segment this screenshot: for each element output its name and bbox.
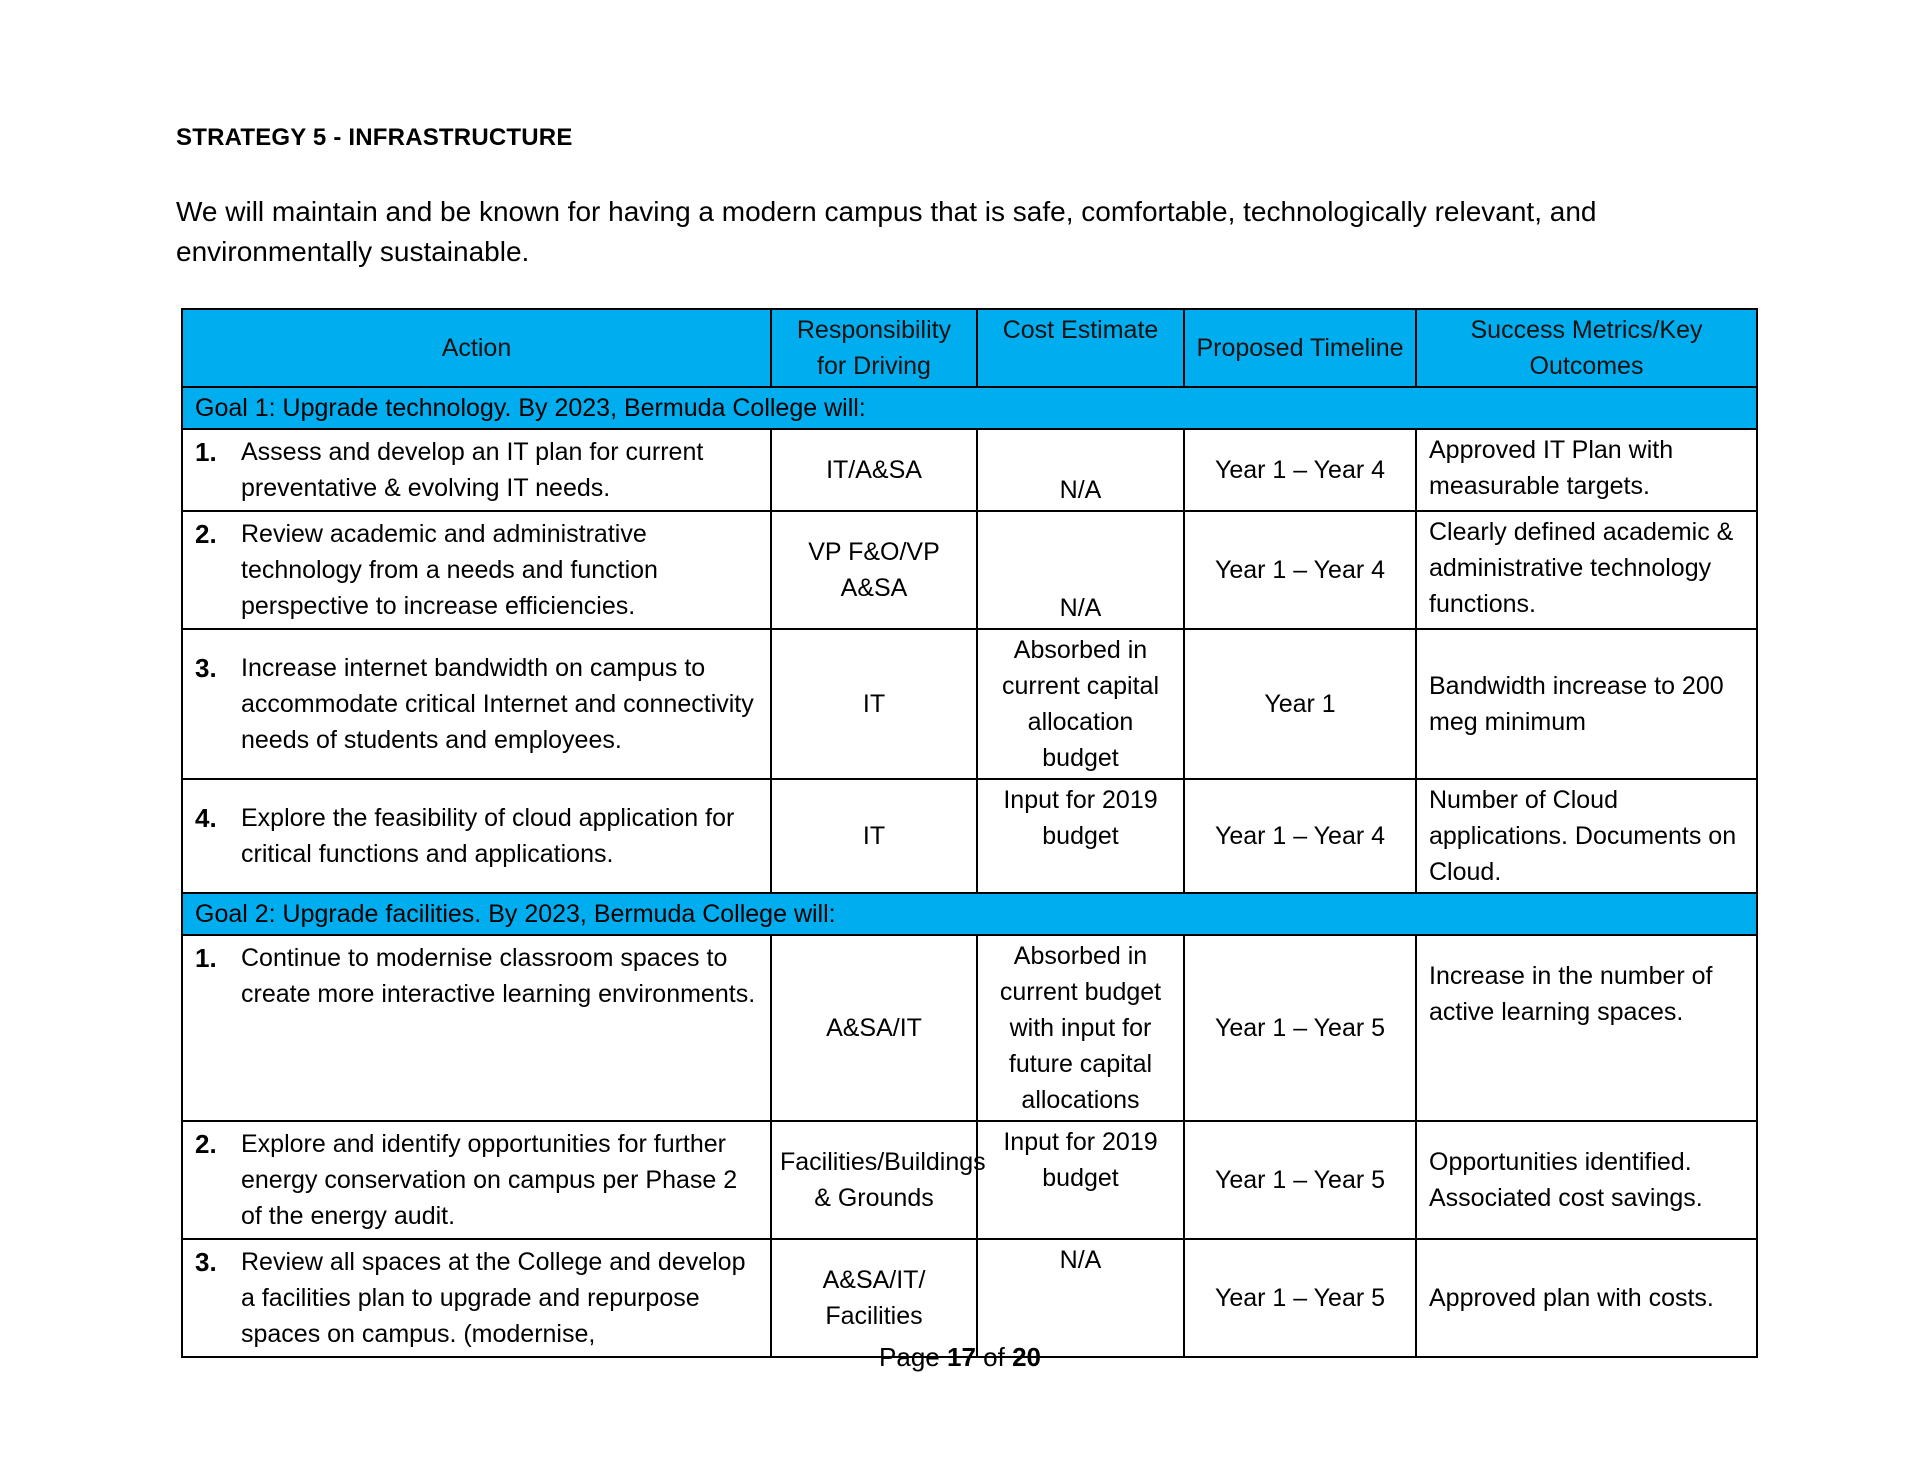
action-cell bbox=[182, 935, 771, 1121]
timeline-cell: Year 1 – Year 4 bbox=[1184, 779, 1416, 893]
timeline-cell: Year 1 – Year 5 bbox=[1184, 935, 1416, 1121]
action-text: Review academic and administrative technology from a needs and function perspective to increase efficiencies. bbox=[241, 520, 658, 620]
action-text: Increase internet bandwidth on campus to accommodate critical Internet and connectivity needs of students and employees. bbox=[241, 654, 754, 754]
goal-row bbox=[182, 893, 1757, 935]
item-number: 4. bbox=[195, 803, 217, 833]
action-cell bbox=[182, 429, 771, 511]
timeline-cell: Year 1 – Year 5 bbox=[1184, 1121, 1416, 1239]
item-number: 1. bbox=[195, 437, 217, 467]
responsibility-cell: IT bbox=[771, 629, 977, 779]
action-cell bbox=[182, 629, 771, 779]
timeline-cell: Year 1 bbox=[1184, 629, 1416, 779]
cost-cell: Absorbed in current capital allocation budget bbox=[977, 629, 1184, 779]
item-number: 1. bbox=[195, 943, 217, 973]
metrics-cell: Bandwidth increase to 200 meg minimum bbox=[1416, 629, 1757, 779]
header-timeline: Proposed Timeline bbox=[1184, 309, 1416, 387]
metrics-cell: Opportunities identified. Associated cost savings. bbox=[1416, 1121, 1757, 1239]
metrics-cell: Clearly defined academic & administrative technology functions. bbox=[1416, 511, 1757, 629]
goal-row bbox=[182, 387, 1757, 429]
metrics-cell: Increase in the number of active learning spaces. bbox=[1416, 935, 1757, 1121]
item-number: 3. bbox=[195, 653, 217, 683]
cost-cell: Absorbed in current budget with input for future capital allocations bbox=[977, 935, 1184, 1121]
item-number: 3. bbox=[195, 1247, 217, 1277]
responsibility-cell: A&SA/IT/ Facilities bbox=[771, 1239, 977, 1357]
strategy-table bbox=[181, 308, 1758, 1358]
header-action: Action bbox=[182, 309, 771, 387]
action-text: Review all spaces at the College and develop a facilities plan to upgrade and repurpose spaces on campus. (modernise, bbox=[241, 1248, 746, 1348]
cost-cell: Input for 2019 budget bbox=[977, 1121, 1184, 1239]
metrics-cell: Approved IT Plan with measurable targets. bbox=[1416, 429, 1757, 511]
table-row bbox=[182, 429, 1757, 511]
strategy-heading: STRATEGY 5 - INFRASTRUCTURE bbox=[176, 124, 573, 151]
cost-cell: N/A bbox=[977, 429, 1184, 511]
metrics-cell: Number of Cloud applications. Documents on Cloud. bbox=[1416, 779, 1757, 893]
item-number: 2. bbox=[195, 1129, 217, 1159]
intro-paragraph: We will maintain and be known for having a modern campus that is safe, comfortable, technologically relevant, and environmentally sustainable. bbox=[176, 196, 1597, 267]
page-footer bbox=[0, 1342, 1920, 1373]
action-cell bbox=[182, 1121, 771, 1239]
header-responsibility: Responsibility for Driving bbox=[771, 309, 977, 387]
item-number: 2. bbox=[195, 519, 217, 549]
responsibility-cell: IT bbox=[771, 779, 977, 893]
timeline-cell: Year 1 – Year 5 bbox=[1184, 1239, 1416, 1357]
header-cost: Cost Estimate bbox=[977, 309, 1184, 387]
action-text: Explore the feasibility of cloud application for critical functions and applications. bbox=[241, 804, 735, 868]
page-label: Page bbox=[879, 1342, 940, 1372]
page-of: of bbox=[983, 1342, 1005, 1372]
goal-title: Goal 2: Upgrade facilities. By 2023, Bermuda College will: bbox=[182, 893, 1757, 935]
table-row bbox=[182, 935, 1757, 1121]
responsibility-cell: Facilities/Buildings & Grounds bbox=[771, 1121, 977, 1239]
page-current: 17 bbox=[946, 1342, 976, 1372]
timeline-cell: Year 1 – Year 4 bbox=[1184, 429, 1416, 511]
action-text: Explore and identify opportunities for further energy conservation on campus per Phase 2 of the energy audit. bbox=[241, 1130, 738, 1230]
table-row bbox=[182, 511, 1757, 629]
table-row bbox=[182, 1239, 1757, 1357]
goal-title: Goal 1: Upgrade technology. By 2023, Bermuda College will: bbox=[182, 387, 1757, 429]
cost-cell: Input for 2019 budget bbox=[977, 779, 1184, 893]
action-text: Continue to modernise classroom spaces to create more interactive learning environments. bbox=[241, 944, 756, 1008]
cost-cell: N/A bbox=[977, 511, 1184, 629]
timeline-cell: Year 1 – Year 4 bbox=[1184, 511, 1416, 629]
table-row bbox=[182, 629, 1757, 779]
responsibility-cell: IT/A&SA bbox=[771, 429, 977, 511]
table-header-row bbox=[182, 309, 1757, 387]
responsibility-cell: VP F&O/VP A&SA bbox=[771, 511, 977, 629]
action-cell bbox=[182, 511, 771, 629]
metrics-cell: Approved plan with costs. bbox=[1416, 1239, 1757, 1357]
responsibility-cell: A&SA/IT bbox=[771, 935, 977, 1121]
header-metrics: Success Metrics/Key Outcomes bbox=[1416, 309, 1757, 387]
table-row bbox=[182, 779, 1757, 893]
action-cell bbox=[182, 1239, 771, 1357]
action-cell bbox=[182, 779, 771, 893]
cost-cell: N/A bbox=[977, 1239, 1184, 1357]
action-text: Assess and develop an IT plan for current preventative & evolving IT needs. bbox=[241, 438, 704, 502]
table-row bbox=[182, 1121, 1757, 1239]
page-total: 20 bbox=[1012, 1342, 1041, 1372]
